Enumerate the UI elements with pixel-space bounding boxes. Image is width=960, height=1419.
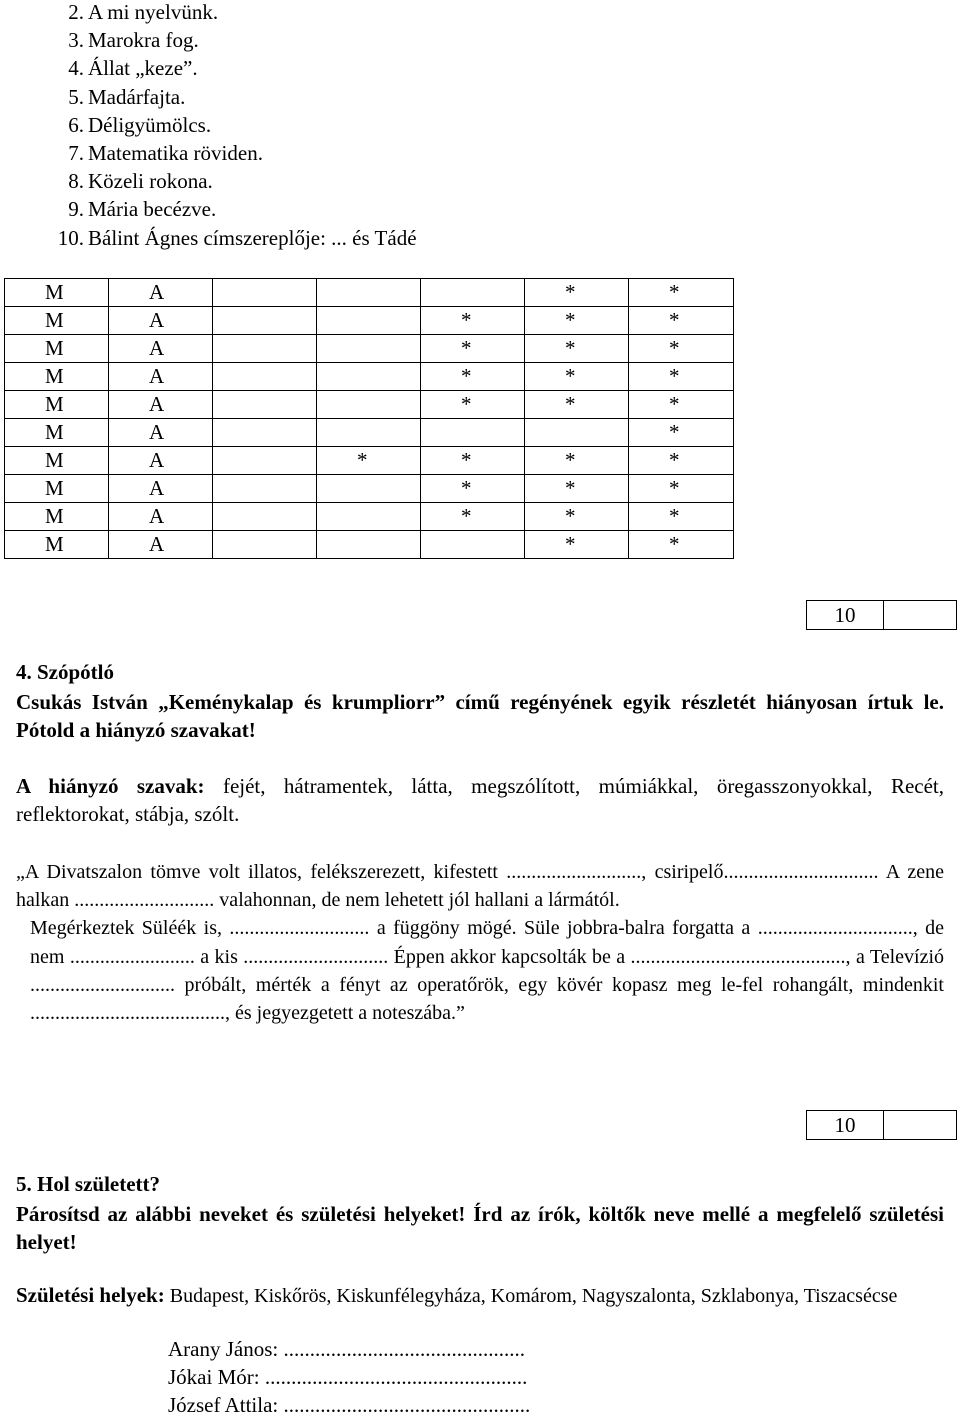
clue-number: 3. (68, 28, 84, 53)
grid-cell[interactable]: * (629, 307, 734, 335)
clue-item (48, 167, 417, 195)
clue-list (48, 0, 417, 252)
excerpt (16, 858, 944, 1027)
grid-cell[interactable]: * (629, 475, 734, 503)
clue-item (48, 139, 417, 167)
grid-row (5, 531, 734, 559)
grid-cell[interactable] (317, 419, 421, 447)
missing-words-label: A hiányzó szavak: (16, 774, 205, 798)
grid-row (5, 335, 734, 363)
grid-cell[interactable]: * (629, 447, 734, 475)
clue-number: 8. (68, 169, 84, 194)
grid-cell[interactable] (317, 363, 421, 391)
grid-cell[interactable]: * (421, 363, 525, 391)
grid-cell[interactable]: M (5, 503, 109, 531)
grid-cell[interactable]: M (5, 279, 109, 307)
answer-lines (168, 1335, 530, 1419)
missing-words-list: fejét, hátramentek, látta, megszólított, múmiákkal, öregasszonyokkal, Recét, reflektorokat, stábja, szólt. (16, 774, 944, 827)
grid-cell[interactable]: * (525, 391, 629, 419)
section-5-title: 5. Hol született? (16, 1172, 161, 1196)
clue-text: Bálint Ágnes címszereplője: ... és Tádé (88, 225, 417, 250)
grid-cell[interactable]: M (5, 391, 109, 419)
clue-text: Déligyümölcs. (88, 112, 212, 137)
grid-cell[interactable]: * (525, 279, 629, 307)
grid-cell[interactable]: A (109, 531, 213, 559)
clue-number: 6. (68, 112, 84, 137)
grid-cell[interactable] (317, 531, 421, 559)
grid-cell[interactable]: M (5, 307, 109, 335)
grid-cell[interactable] (421, 419, 525, 447)
answer-line[interactable]: József Attila: ............................................... (168, 1393, 531, 1417)
grid-cell[interactable]: A (109, 279, 213, 307)
clue-item (48, 111, 417, 139)
grid-cell[interactable]: M (5, 531, 109, 559)
grid-cell[interactable]: A (109, 363, 213, 391)
birthplaces (16, 1282, 944, 1310)
grid-cell[interactable]: * (629, 279, 734, 307)
clue-text: Mária becézve. (88, 197, 217, 222)
clue-item (48, 83, 417, 111)
grid-cell[interactable]: * (525, 447, 629, 475)
section-4-title: 4. Szópótló (16, 660, 115, 684)
grid-cell[interactable]: * (629, 363, 734, 391)
grid-cell[interactable]: * (525, 335, 629, 363)
answer-line[interactable]: Jókai Mór: .................................................. (168, 1365, 528, 1389)
grid-cell[interactable] (525, 419, 629, 447)
grid-cell[interactable]: M (5, 419, 109, 447)
clue-text: Közeli rokona. (88, 169, 213, 194)
grid-cell[interactable]: * (525, 475, 629, 503)
grid-cell[interactable]: * (525, 503, 629, 531)
grid-cell[interactable]: A (109, 475, 213, 503)
clue-item (48, 224, 417, 252)
grid-row (5, 447, 734, 475)
clue-text: Állat „keze”. (88, 56, 198, 81)
grid-cell[interactable]: A (109, 307, 213, 335)
grid-cell[interactable]: M (5, 335, 109, 363)
grid-cell[interactable] (213, 335, 317, 363)
clue-number: 10. (57, 225, 84, 250)
grid-cell[interactable]: A (109, 447, 213, 475)
grid-cell[interactable]: A (109, 391, 213, 419)
grid-cell[interactable]: * (629, 335, 734, 363)
clue-number: 5. (68, 84, 84, 109)
birthplaces-label: Születési helyek: (16, 1283, 165, 1307)
clue-item (48, 195, 417, 223)
birthplaces-list: Budapest, Kiskőrös, Kiskunfélegyháza, Komárom, Nagyszalonta, Szklabonya, Tiszacsécse (164, 1285, 898, 1307)
grid-cell[interactable]: * (629, 503, 734, 531)
grid-cell[interactable]: * (629, 391, 734, 419)
clue-number: 9. (68, 197, 84, 222)
grid-row (5, 363, 734, 391)
grid-cell[interactable]: * (629, 419, 734, 447)
grid-row (5, 475, 734, 503)
grid-cell[interactable] (317, 475, 421, 503)
clue-text: Madárfajta. (88, 84, 186, 109)
grid-cell[interactable] (317, 503, 421, 531)
missing-words (16, 772, 944, 828)
grid-cell[interactable] (317, 391, 421, 419)
grid-cell[interactable]: * (525, 307, 629, 335)
grid-cell[interactable]: * (421, 335, 525, 363)
clue-item (48, 54, 417, 82)
grid-cell[interactable]: * (421, 503, 525, 531)
clue-text: Marokra fog. (88, 28, 199, 53)
grid-cell[interactable]: * (421, 391, 525, 419)
grid-cell[interactable] (213, 503, 317, 531)
grid-cell[interactable]: A (109, 503, 213, 531)
clue-item (48, 0, 417, 26)
grid-row (5, 279, 734, 307)
score-box-2 (806, 1110, 957, 1140)
grid-cell[interactable] (213, 447, 317, 475)
grid-cell[interactable] (421, 531, 525, 559)
grid-cell[interactable]: * (421, 447, 525, 475)
clue-number: 2. (68, 0, 84, 24)
excerpt-paragraph-1: „A Divatszalon tömve volt illatos, felékszerezett, kifestett ..........................., csiripelő............................... A zene halkan ............................ valahonnan, de nem lehetett jól hallani a lármától. (16, 861, 944, 912)
grid-row (5, 503, 734, 531)
section-4-instruction: Csukás István „Keménykalap és krumpliorr” című regényének egyik részletét hiányosan írtuk le. Pótold a hiányzó szavakat! (16, 690, 944, 743)
grid-cell[interactable]: * (421, 475, 525, 503)
grid-cell[interactable] (213, 391, 317, 419)
clue-text: Matematika röviden. (88, 141, 263, 166)
grid-cell[interactable]: M (5, 447, 109, 475)
grid-cell[interactable]: * (629, 531, 734, 559)
answer-line[interactable]: Arany János: .............................................. (168, 1337, 525, 1361)
score-value: 10 (807, 1111, 884, 1139)
grid-cell[interactable] (213, 531, 317, 559)
grid-cell[interactable] (213, 279, 317, 307)
score-box-1 (806, 600, 957, 630)
puzzle-grid (4, 278, 734, 559)
grid-cell[interactable] (317, 307, 421, 335)
grid-cell[interactable] (213, 307, 317, 335)
grid-cell[interactable] (317, 279, 421, 307)
score-blank[interactable] (884, 601, 956, 629)
grid-cell[interactable] (317, 335, 421, 363)
clue-number: 4. (68, 56, 84, 81)
score-value: 10 (807, 601, 884, 629)
clue-number: 7. (68, 141, 84, 166)
clue-text: A mi nyelvünk. (88, 0, 219, 24)
grid-cell[interactable]: A (109, 419, 213, 447)
grid-cell[interactable]: * (421, 307, 525, 335)
grid-row (5, 307, 734, 335)
grid-cell[interactable]: * (525, 531, 629, 559)
excerpt-paragraph-2: Megérkeztek Süléék is, ............................ a függöny mögé. Süle jobbra-balra forgatta a ..............................., de nem ......................... a kis ............................. Éppen akkor kapcsolták be a ..........................................., a Televízió ............................. próbált, mérték a fényt az operatőrök, egy kövér kopasz meg le-fel rohangált, mindenkit ......................................., és jegyezgetett a noteszába.” (30, 917, 944, 1025)
grid-row (5, 419, 734, 447)
grid-cell[interactable]: A (109, 335, 213, 363)
grid-cell[interactable]: M (5, 363, 109, 391)
grid-cell[interactable] (213, 419, 317, 447)
grid-cell[interactable]: * (317, 447, 421, 475)
section-5-instruction: Párosítsd az alábbi neveket és születési helyeket! Írd az írók, költők neve mellé a megfelelő születési helyet! (16, 1202, 944, 1255)
grid-cell[interactable]: M (5, 475, 109, 503)
clue-item (48, 26, 417, 54)
grid-cell[interactable] (421, 279, 525, 307)
grid-row (5, 391, 734, 419)
grid-cell[interactable] (213, 363, 317, 391)
score-blank[interactable] (884, 1111, 956, 1139)
grid-cell[interactable]: * (525, 363, 629, 391)
grid-cell[interactable] (213, 475, 317, 503)
